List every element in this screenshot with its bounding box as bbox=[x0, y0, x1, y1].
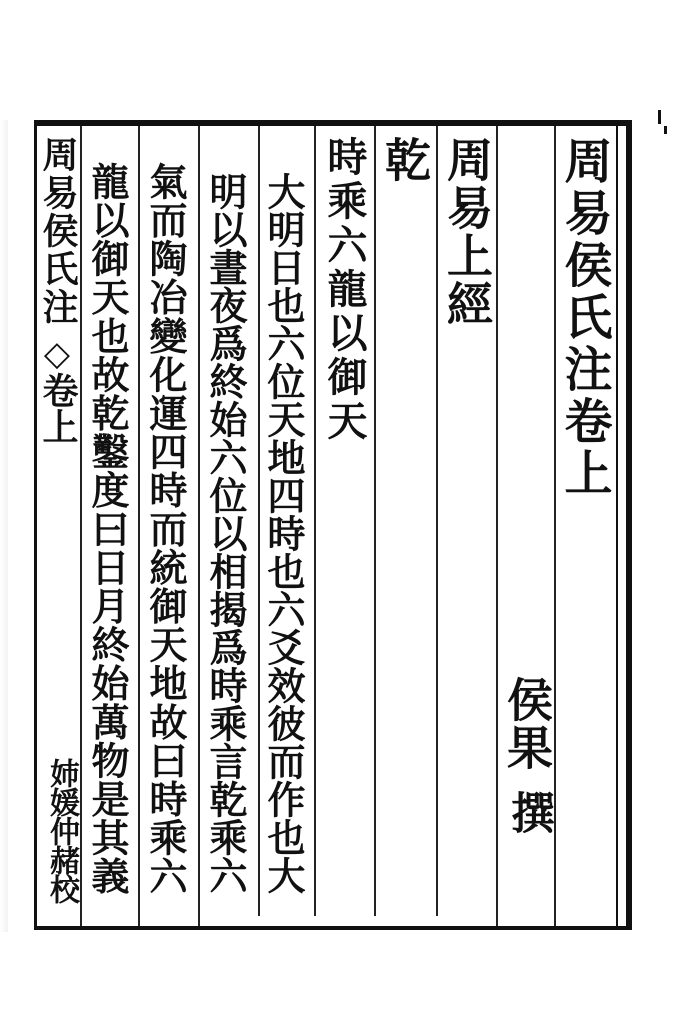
frame-right-inner-border bbox=[616, 126, 618, 926]
ink-mark bbox=[664, 126, 667, 134]
column-rule bbox=[374, 126, 376, 916]
margin-title: 周易侯氏注 bbox=[37, 136, 79, 326]
main-text: 時乘六龍以御天 bbox=[321, 136, 368, 444]
frame-right-border bbox=[626, 120, 632, 930]
column-rule bbox=[258, 126, 260, 916]
column-rule bbox=[80, 126, 82, 926]
commentary-line-2: 明以晝夜爲終始六位以相揭爲時乘言乾乘六 bbox=[203, 172, 248, 894]
book-title: 周易侯氏注卷上 bbox=[556, 136, 612, 500]
author-role: 撰 bbox=[503, 790, 554, 834]
author-name: 侯果 bbox=[500, 676, 554, 772]
column-rule bbox=[198, 126, 200, 926]
commentary-line-3: 氣而陶冶變化運四時而統御天地故曰時乘六 bbox=[143, 162, 188, 896]
margin-volume: 卷上 bbox=[37, 372, 79, 444]
frame-top-border bbox=[36, 120, 632, 126]
column-rule bbox=[496, 126, 498, 926]
page-edge-shadow bbox=[0, 120, 8, 932]
ink-mark bbox=[658, 110, 661, 124]
column-rule bbox=[436, 126, 438, 916]
commentary-line-1: 大明日也六位天地四時也六爻效彼而作也大 bbox=[261, 172, 306, 894]
hexagram-name: 乾 bbox=[378, 136, 432, 182]
column-rule bbox=[138, 126, 140, 926]
column-rule bbox=[314, 126, 316, 916]
frame-bottom-border bbox=[36, 926, 632, 930]
commentary-line-4: 龍以御天也故乾鑿度曰日月終始萬物是其義 bbox=[85, 162, 130, 896]
edition-note: 姉媛仲赭校 bbox=[44, 758, 79, 903]
margin-fishtail-icon: ◇ bbox=[37, 334, 77, 374]
section-heading: 周易上經 bbox=[440, 136, 494, 328]
